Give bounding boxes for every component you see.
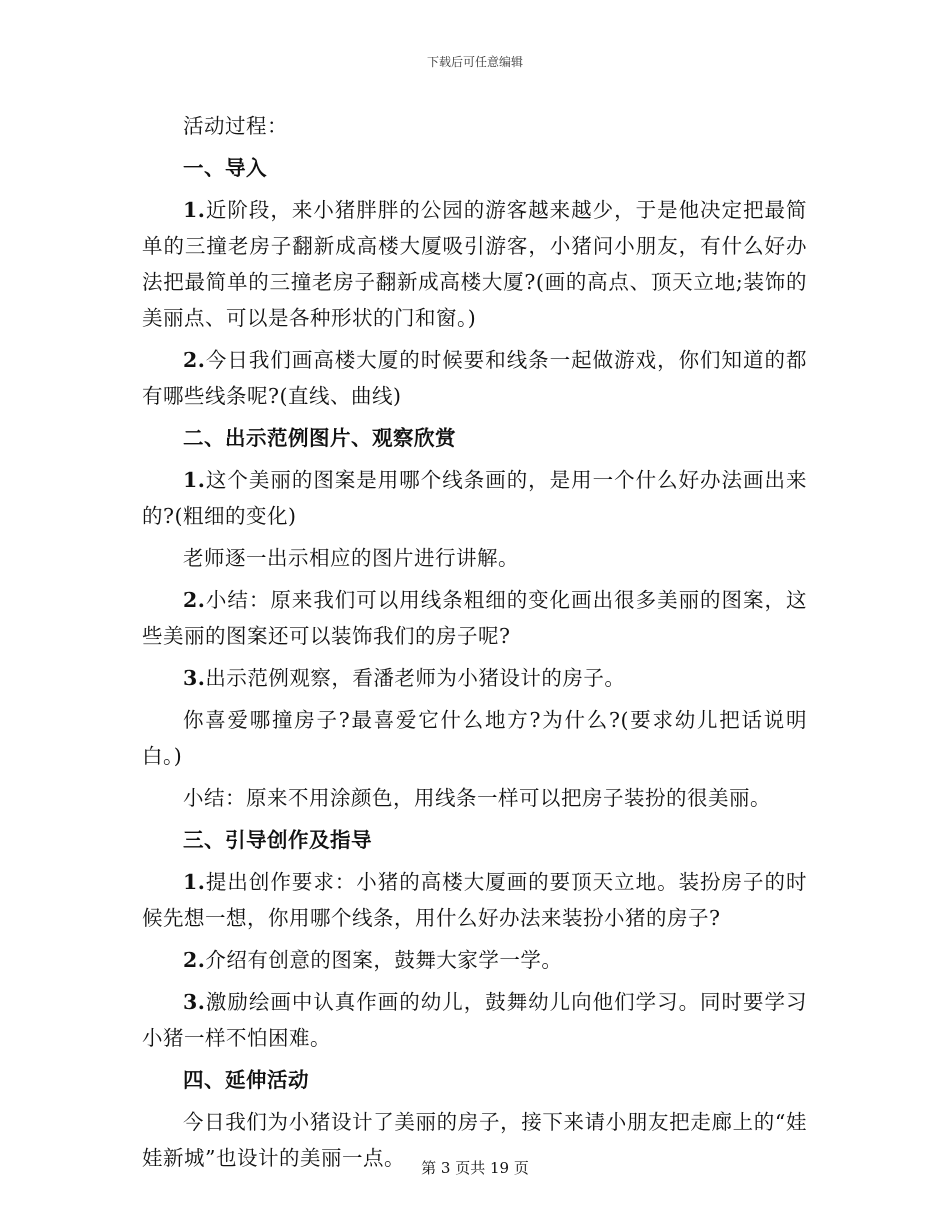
- paragraph-text: 介绍有创意的图案，鼓舞大家学一学。: [205, 948, 563, 972]
- paragraph-text: 出示范例观察，看潘老师为小猪设计的房子。: [205, 666, 626, 690]
- paragraph: [142, 942, 807, 978]
- paragraph: [142, 984, 807, 1056]
- page-footer: 第 3 页共 19 页: [421, 1159, 529, 1177]
- item-number: 2.: [183, 348, 206, 372]
- paragraph: [142, 192, 807, 336]
- item-number: 2.: [183, 588, 206, 612]
- item-number: 1.: [183, 198, 206, 222]
- page-header: 下载后可任意编辑: [426, 55, 523, 69]
- item-number: 3.: [183, 666, 206, 690]
- section-heading-3: 三、引导创作及指导: [183, 828, 372, 852]
- paragraph-text: 这个美丽的图案是用哪个线条画的，是用一个什么好办法画出来的?(粗细的变化): [142, 468, 807, 528]
- paragraph: [142, 864, 807, 936]
- paragraph: [142, 582, 807, 654]
- paragraph: 你喜爱哪撞房子?最喜爱它什么地方?为什么?(要求幼儿把话说明白。): [142, 708, 807, 768]
- paragraph: [142, 660, 807, 696]
- section-heading-4: 四、延伸活动: [183, 1068, 309, 1092]
- section-heading-2: 二、出示范例图片、观察欣赏: [183, 426, 456, 450]
- paragraph-text: 提出创作要求：小猪的高楼大厦画的要顶天立地。装扮房子的时候先想一想，你用哪个线条，用什么好办法来装扮小猪的房子?: [142, 870, 807, 930]
- paragraph: 老师逐一出示相应的图片进行讲解。: [183, 546, 519, 570]
- paragraph: 今日我们为小猪设计了美丽的房子，接下来请小朋友把走廊上的“娃娃新城”也设计的美丽一点。: [142, 1110, 807, 1170]
- paragraph-text: 今日我们画高楼大厦的时候要和线条一起做游戏，你们知道的都有哪些线条呢?(直线、曲线): [142, 348, 807, 408]
- item-number: 2.: [183, 948, 206, 972]
- paragraph: [142, 462, 807, 534]
- paragraph: [142, 342, 807, 414]
- section-heading-1: 一、导入: [183, 156, 267, 180]
- item-number: 3.: [183, 990, 206, 1014]
- paragraph-text: 激励绘画中认真作画的幼儿，鼓舞幼儿向他们学习。同时要学习小猪一样不怕困难。: [142, 990, 807, 1050]
- intro-line: 活动过程：: [183, 114, 288, 138]
- paragraph-text: 小结：原来我们可以用线条粗细的变化画出很多美丽的图案，这些美丽的图案还可以装饰我们的房子呢?: [142, 588, 807, 648]
- paragraph-text: 近阶段，来小猪胖胖的公园的游客越来越少，于是他决定把最简单的三撞老房子翻新成高楼大厦吸引游客，小猪问小朋友，有什么好办法把最简单的三撞老房子翻新成高楼大厦?(画的高点、顶天立地;装饰的美丽点、可以是各种形状的门和窗。): [142, 198, 807, 330]
- item-number: 1.: [183, 870, 206, 894]
- paragraph: 小结：原来不用涂颜色，用线条一样可以把房子装扮的很美丽。: [183, 786, 771, 810]
- document-body: [142, 108, 807, 1182]
- item-number: 1.: [183, 468, 206, 492]
